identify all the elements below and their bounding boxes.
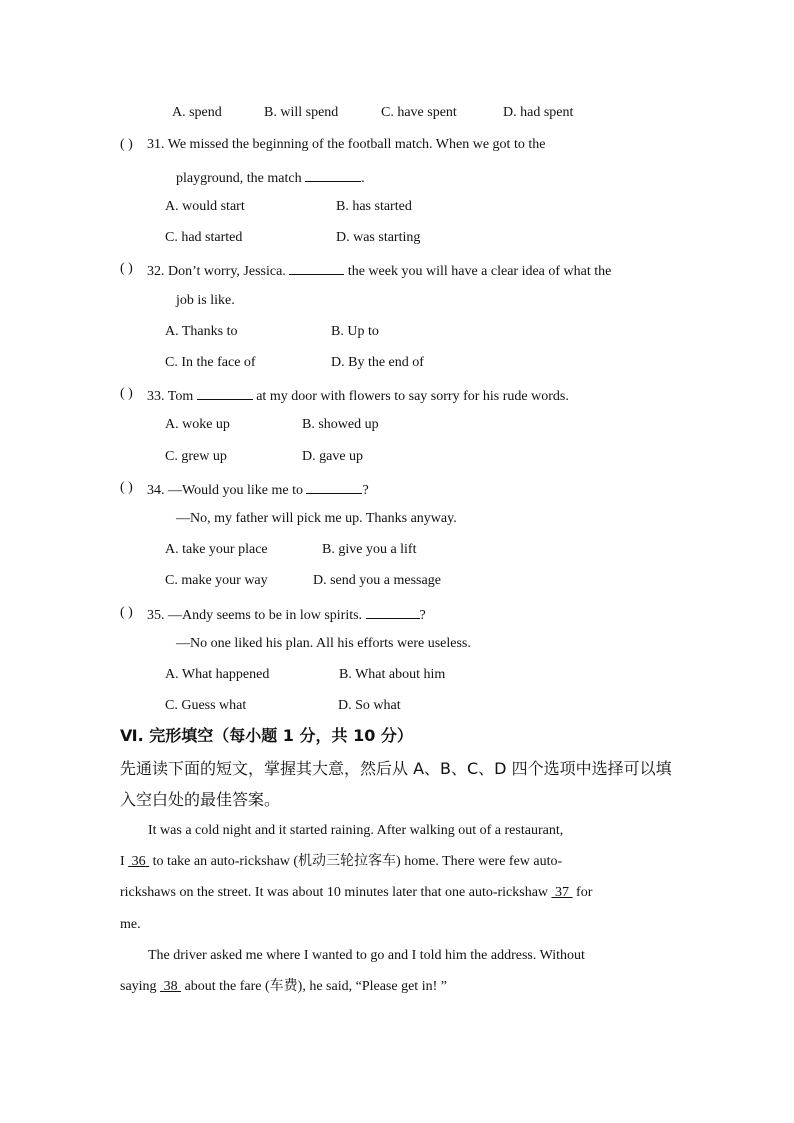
- q32-option-a[interactable]: A. Thanks to: [165, 324, 238, 339]
- passage-text: about the fare (车费), he said, “Please get in! ”: [184, 979, 447, 994]
- q33-blank[interactable]: [197, 385, 253, 400]
- blank-36[interactable]: [128, 854, 149, 869]
- passage-text: saying: [120, 979, 157, 994]
- q31-answer-paren[interactable]: ( ): [120, 137, 133, 152]
- q33-option-d[interactable]: D. gave up: [302, 449, 364, 464]
- q30-option-c[interactable]: C. have spent: [381, 105, 457, 120]
- q33-stem-rest: at my door with flowers to say sorry for his rude words.: [256, 389, 569, 404]
- q31-blank[interactable]: [305, 167, 361, 182]
- q31-option-c[interactable]: C. had started: [165, 230, 243, 245]
- passage-p2-line1: The driver asked me where I wanted to go and I told him the address. Without: [148, 948, 585, 963]
- q34-stem-text: 34. —Would you like me to: [147, 483, 303, 498]
- q31-stem: 31. We missed the beginning of the football match. When we got to the: [147, 137, 546, 152]
- q34-option-b[interactable]: B. give you a lift: [322, 542, 417, 557]
- q33-stem-text: 33. Tom: [147, 389, 194, 404]
- q35-stem-text: 35. —Andy seems to be in low spirits.: [147, 608, 363, 623]
- q32-option-c[interactable]: C. In the face of: [165, 355, 256, 370]
- q35-blank[interactable]: [366, 604, 420, 619]
- q33-stem: [147, 385, 569, 406]
- blank-37[interactable]: [552, 885, 573, 900]
- q34-option-a[interactable]: A. take your place: [165, 542, 268, 557]
- q34-option-d[interactable]: D. send you a message: [313, 573, 441, 588]
- q31-option-b[interactable]: B. has started: [336, 199, 412, 214]
- q35-option-b[interactable]: B. What about him: [339, 667, 446, 682]
- q34-response: —No, my father will pick me up. Thanks anyway.: [176, 511, 457, 526]
- section-instructions-line2: 入空白处的最佳答案。: [120, 790, 281, 809]
- q31-option-d[interactable]: D. was starting: [336, 230, 421, 245]
- q35-stem: [147, 604, 426, 625]
- q34-answer-paren[interactable]: ( ): [120, 480, 133, 495]
- passage-text: for: [576, 885, 593, 900]
- passage-p1-line2: [120, 853, 562, 871]
- q31-option-a[interactable]: A. would start: [165, 199, 245, 214]
- q32-stem-text: 32. Don’t worry, Jessica.: [147, 264, 286, 279]
- q34-stem: [147, 479, 369, 500]
- passage-p1-line3: [120, 884, 592, 902]
- passage-text: to take an auto-rickshaw (机动三轮拉客车) home. There were few auto-: [152, 854, 563, 869]
- passage-p1-line4: me.: [120, 917, 141, 932]
- passage-text: I: [120, 854, 125, 869]
- q33-option-b[interactable]: B. showed up: [302, 417, 379, 432]
- q35-stem-end: ?: [419, 608, 426, 623]
- q30-option-d[interactable]: D. had spent: [503, 105, 574, 120]
- q31-stem-end: .: [361, 171, 365, 186]
- q33-answer-paren[interactable]: ( ): [120, 386, 133, 401]
- blank-36-number: 36: [131, 854, 146, 869]
- q32-answer-paren[interactable]: ( ): [120, 261, 133, 276]
- blank-37-number: 37: [555, 885, 570, 900]
- q32-option-d[interactable]: D. By the end of: [331, 355, 424, 370]
- q35-answer-paren[interactable]: ( ): [120, 605, 133, 620]
- q34-blank[interactable]: [306, 479, 362, 494]
- blank-38-number: 38: [163, 979, 178, 994]
- q33-option-c[interactable]: C. grew up: [165, 449, 227, 464]
- passage-p1-line1: It was a cold night and it started raining. After walking out of a restaurant,: [148, 823, 564, 838]
- section-heading: Ⅵ. 完形填空（每小题 1 分，共 10 分）: [120, 726, 413, 745]
- section-instructions-line1: 先通读下面的短文，掌握其大意，然后从 A、B、C、D 四个选项中选择可以填: [120, 759, 672, 778]
- q31-stem-text: playground, the match: [176, 171, 302, 186]
- q35-option-d[interactable]: D. So what: [338, 698, 401, 713]
- q32-stem: [147, 260, 611, 281]
- q34-option-c[interactable]: C. make your way: [165, 573, 268, 588]
- q33-option-a[interactable]: A. woke up: [165, 417, 230, 432]
- passage-p2-line2: [120, 978, 447, 996]
- q32-stem-cont: job is like.: [176, 293, 235, 308]
- q32-option-b[interactable]: B. Up to: [331, 324, 379, 339]
- passage-text: rickshaws on the street. It was about 10 minutes later that one auto-rickshaw: [120, 885, 549, 900]
- q34-stem-end: ?: [362, 483, 369, 498]
- q30-option-b[interactable]: B. will spend: [264, 105, 339, 120]
- q32-blank[interactable]: [289, 260, 344, 275]
- q32-stem-rest: the week you will have a clear idea of what the: [347, 264, 612, 279]
- q35-response: —No one liked his plan. All his efforts were useless.: [176, 636, 471, 651]
- blank-38[interactable]: [160, 979, 181, 994]
- q30-option-a[interactable]: A. spend: [172, 105, 222, 120]
- q35-option-c[interactable]: C. Guess what: [165, 698, 247, 713]
- q35-option-a[interactable]: A. What happened: [165, 667, 270, 682]
- q31-stem-cont: [176, 167, 365, 188]
